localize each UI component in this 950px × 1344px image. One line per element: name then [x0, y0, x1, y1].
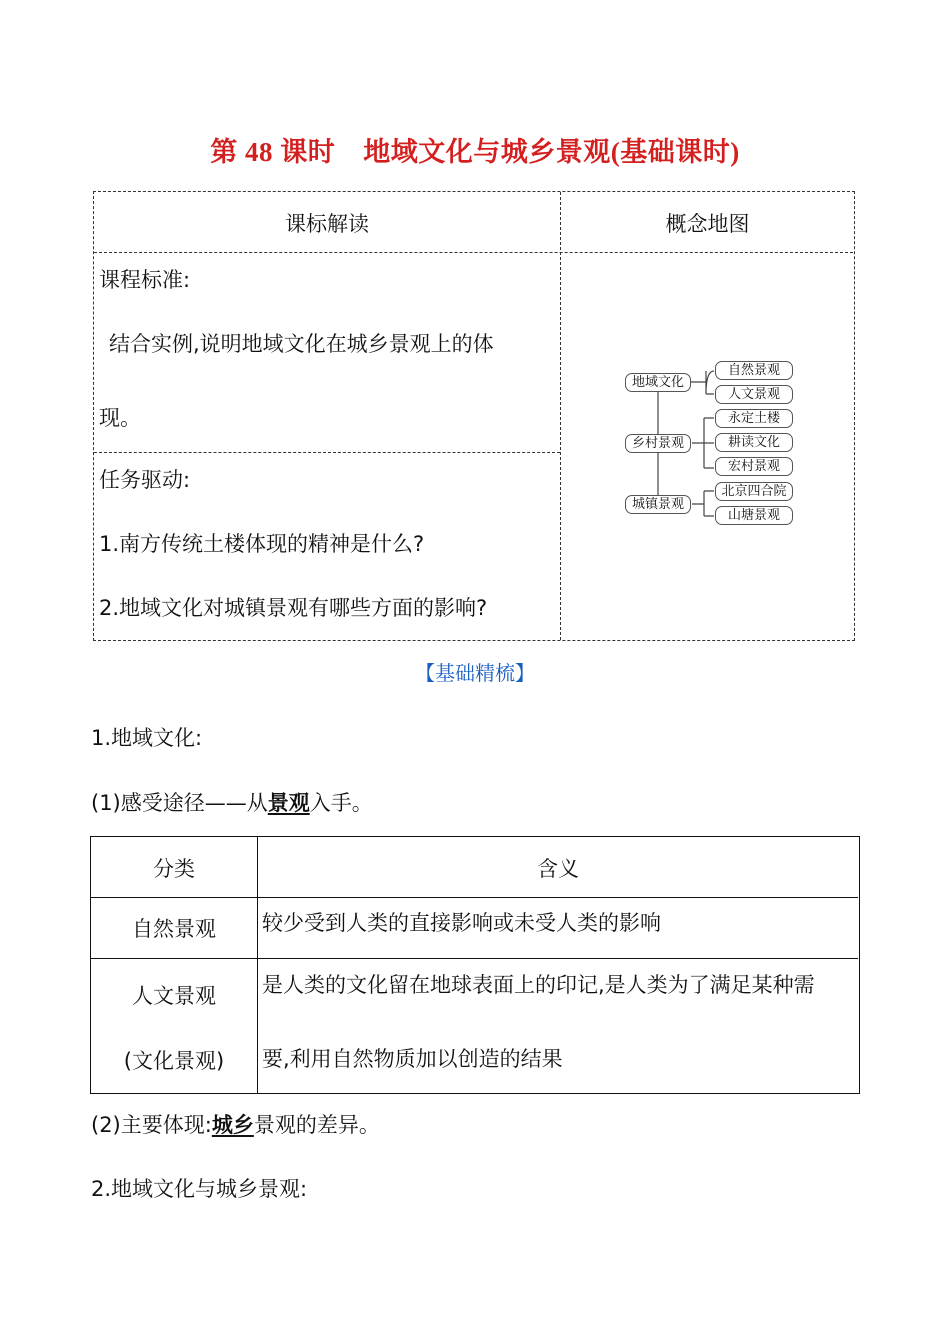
task-label: 任务驱动:	[99, 468, 191, 492]
item-1-2	[91, 1109, 380, 1139]
item-1-2-suffix: 景观的差异。	[253, 1113, 380, 1137]
row-cultural-meaning-line2: 要,利用自然物质加以创造的结果	[262, 1047, 563, 1071]
landscape-classification-table	[90, 836, 860, 1094]
item-1-1-suffix: 入手。	[309, 791, 373, 815]
table-divider	[94, 252, 853, 253]
item-1-heading: 1.地域文化:	[91, 726, 203, 750]
row-cultural-category-sub: (文化景观)	[123, 1049, 225, 1073]
row-cultural-category: 人文景观	[132, 984, 216, 1008]
row-natural-meaning: 较少受到人类的直接影响或未受人类的影响	[262, 911, 661, 935]
concept-node-urban-landscape: 城镇景观	[625, 495, 691, 514]
concept-node-farming-reading-culture: 耕读文化	[715, 433, 793, 452]
concept-node-hongcun-landscape: 宏村景观	[715, 457, 793, 476]
item-1-1	[91, 787, 373, 817]
section-heading: 【基础精梳】	[415, 661, 535, 685]
table-divider	[91, 958, 858, 959]
item-1-1-prefix: (1)感受途径——从	[91, 791, 268, 815]
item-1-2-prefix: (2)主要体现:	[91, 1113, 212, 1137]
table-divider	[94, 452, 560, 453]
title-prefix: 第 48 课时	[210, 137, 336, 167]
page-title	[0, 130, 950, 169]
table-divider	[560, 192, 561, 640]
standard-label: 课程标准:	[99, 268, 191, 292]
standard-text-line1: 结合实例,说明地域文化在城乡景观上的体	[109, 332, 494, 356]
concept-node-rural-landscape: 乡村景观	[625, 434, 691, 453]
standard-text-line2: 现。	[99, 406, 141, 430]
table-divider	[91, 897, 858, 898]
row-natural-category: 自然景观	[132, 917, 216, 941]
concept-map	[622, 358, 802, 528]
header-course-standard: 课标解读	[285, 212, 369, 236]
concept-node-shantang-landscape: 山塘景观	[715, 506, 793, 525]
item-2-heading: 2.地域文化与城乡景观:	[91, 1177, 308, 1201]
item-1-2-key: 城乡	[211, 1113, 254, 1137]
row-cultural-meaning-line1: 是人类的文化留在地球表面上的印记,是人类为了满足某种需	[262, 973, 815, 997]
concept-node-beijing-siheyuan: 北京四合院	[715, 482, 793, 501]
concept-node-yongding-tulou: 永定土楼	[715, 409, 793, 428]
concept-node-cultural-landscape: 人文景观	[715, 385, 793, 404]
column-header-meaning: 含义	[537, 857, 579, 881]
header-concept-map: 概念地图	[665, 212, 750, 236]
concept-node-natural-landscape: 自然景观	[715, 361, 793, 380]
concept-node-regional-culture: 地域文化	[625, 373, 691, 392]
column-header-category: 分类	[153, 857, 195, 881]
task-question-1: 1.南方传统土楼体现的精神是什么?	[99, 532, 425, 556]
title-main: 地域文化与城乡景观(基础课时)	[363, 137, 740, 167]
task-question-2: 2.地域文化对城镇景观有哪些方面的影响?	[99, 596, 488, 620]
item-1-1-key: 景观	[267, 791, 310, 815]
